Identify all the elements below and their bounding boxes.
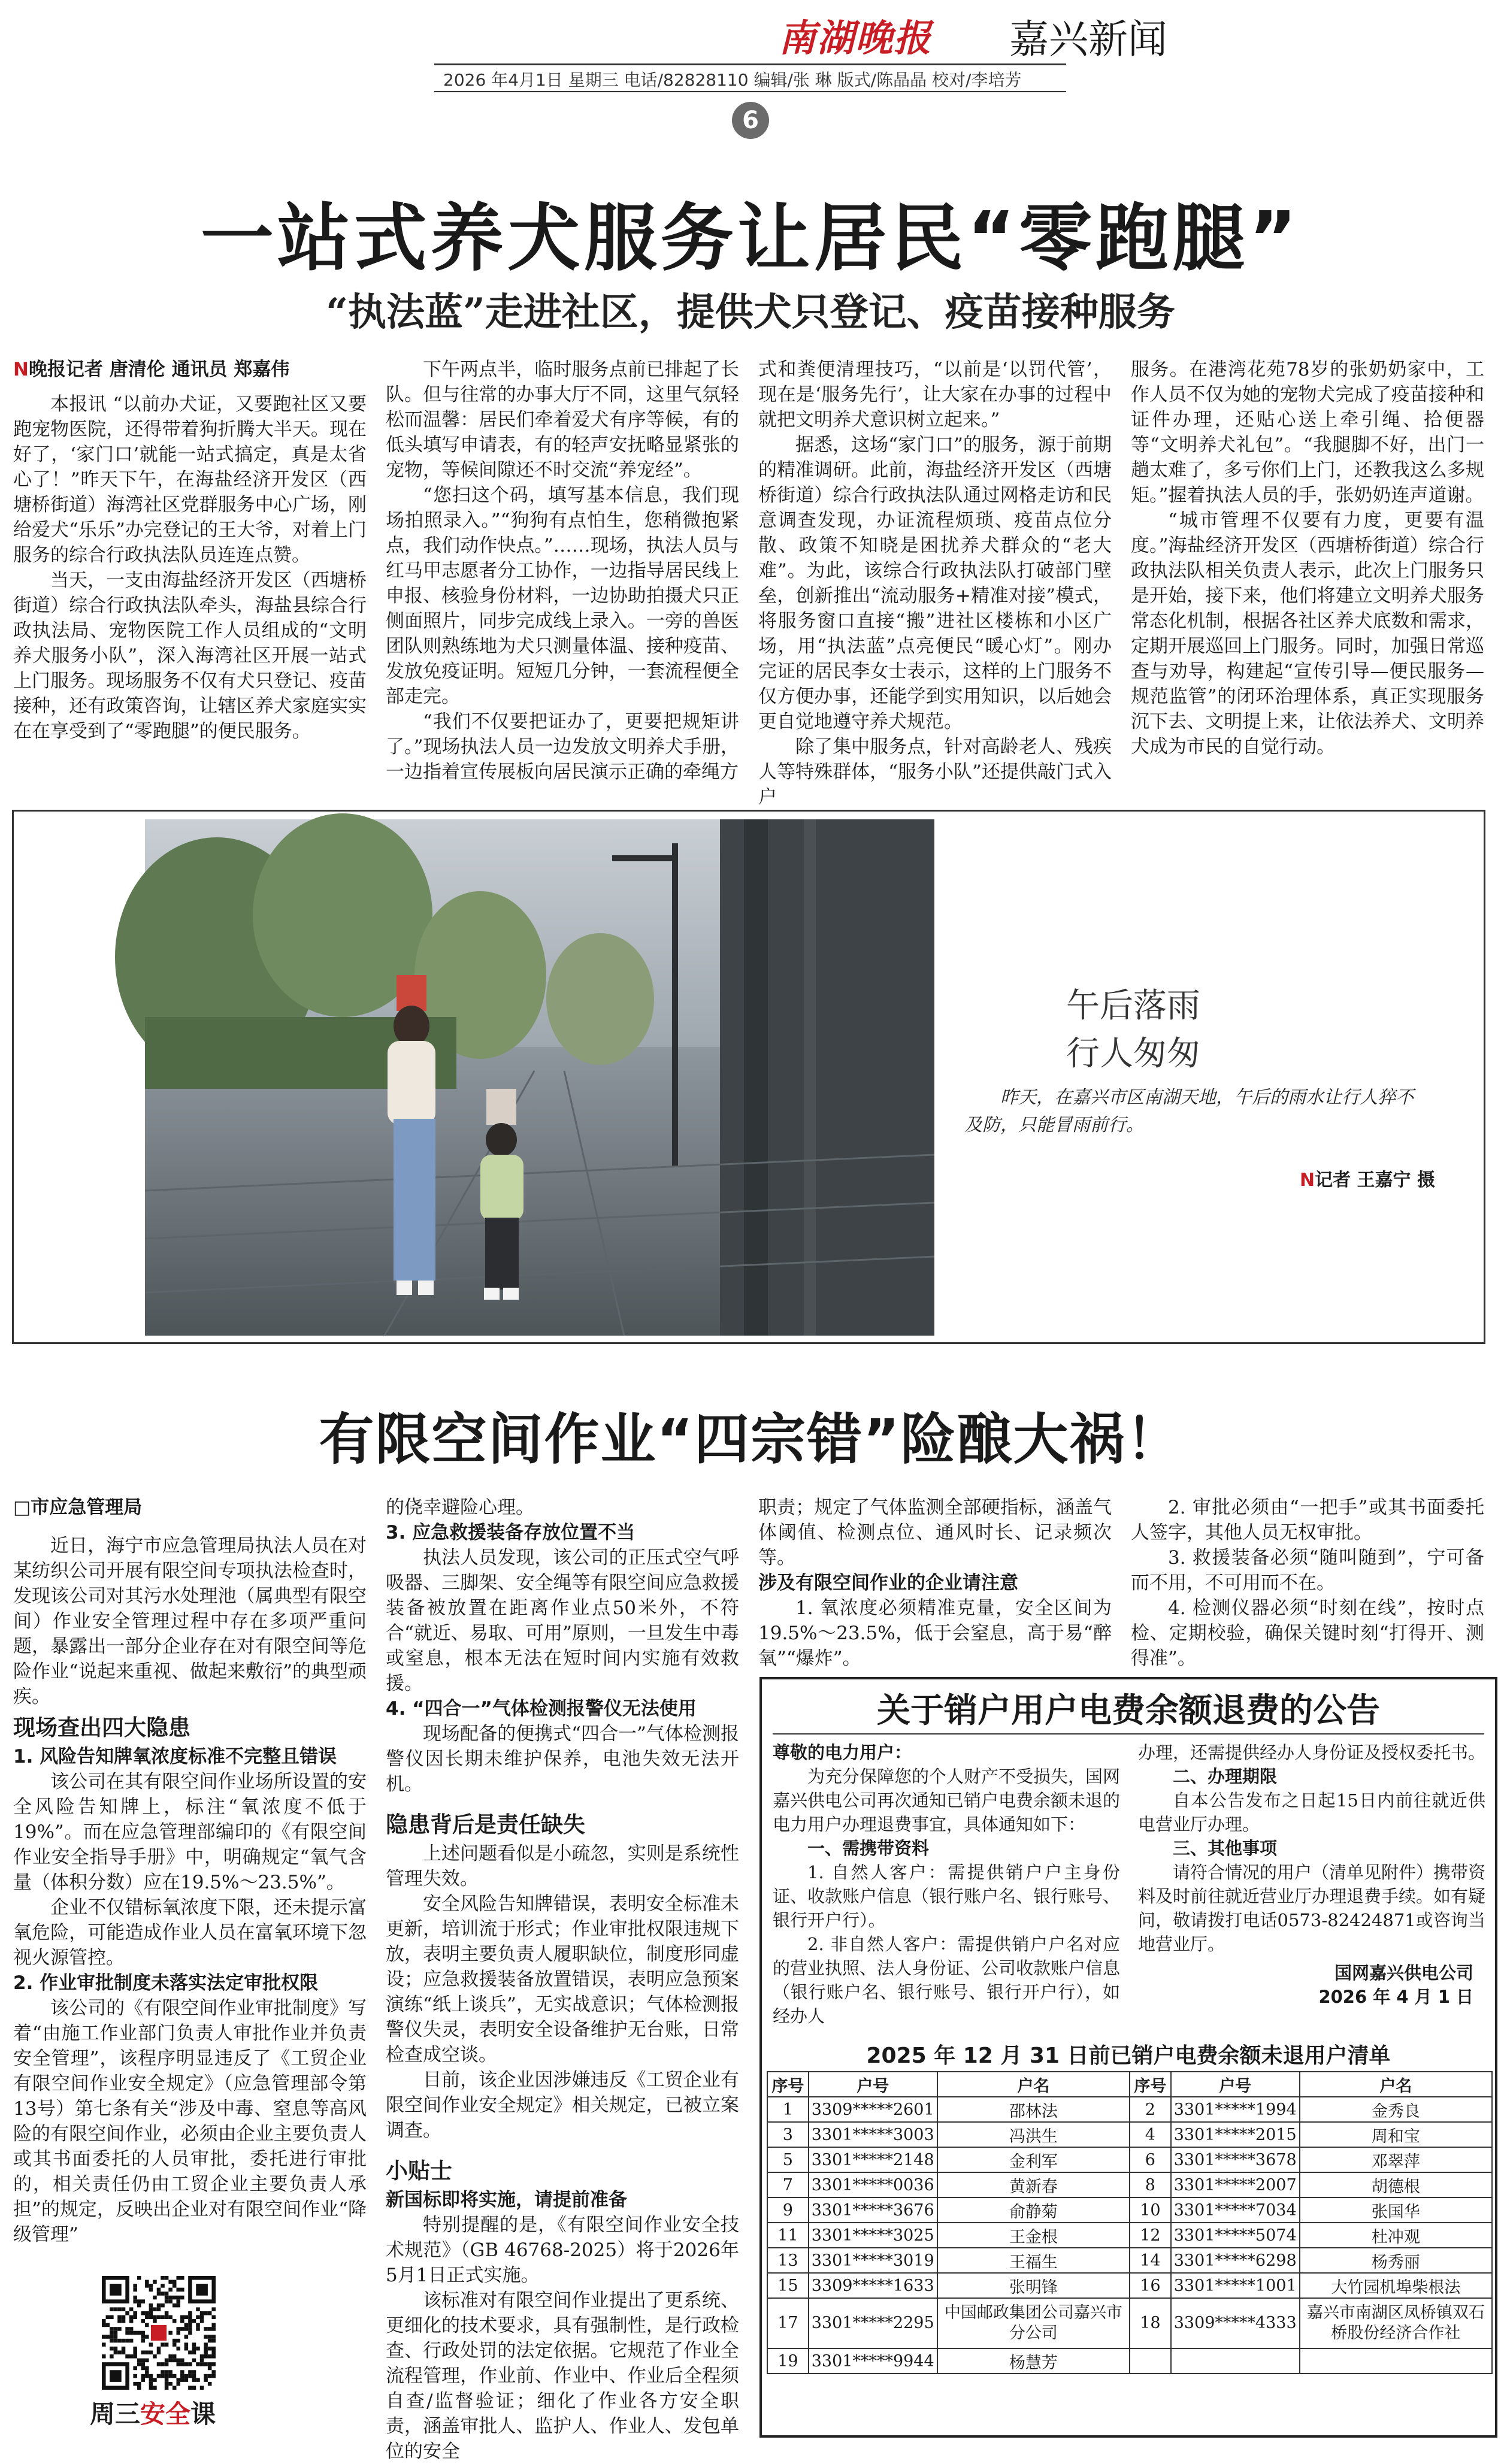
refund-table-title: 2025 年 12 月 31 日前已销户电费余额未退用户清单 [866,2044,1391,2068]
table-cell: 杜冲观 [1300,2223,1492,2248]
table-cell: 中国邮政集团公司嘉兴市分公司 [937,2298,1130,2348]
n-logo-icon: N [13,359,29,380]
table-cell: 3301*****2148 [809,2147,937,2172]
table-row [767,2273,1492,2298]
notice-paragraph: 1. 自然人客户：需提供销户户主身份证、收款账户信息（银行账户名、银行账号、银行开户行）。 [773,1862,1121,1930]
table-header-cell: 序号 [1130,2072,1171,2097]
table-cell: 3301*****6298 [1171,2248,1300,2273]
table-cell: 3301*****7034 [1171,2197,1300,2223]
notice-title: 关于销户用户电费余额退费的公告 [877,1691,1380,1730]
table-cell: 15 [767,2273,809,2298]
table-header-cell: 户名 [1300,2072,1492,2097]
notice-heading: 二、办理期限 [1173,1766,1278,1787]
article-subheadline: “执法蓝”走进社区，提供犬只登记、疫苗接种服务 [326,290,1175,335]
article2-subhead: 隐患背后是责任缺失 [386,1812,585,1838]
table-cell: 4 [1130,2122,1171,2147]
article2-paragraph: 安全风险告知牌错误，表明安全标准未更新，培训流于形式；作业审批权限违规下放，表明主要负责人履职缺位，制度形同虚设；应急救援装备放置错误，表明应急预案演练“纸上谈兵”，无实战意识；气体检测报警仪失灵，表明安全设备维护无台账，日常检查成空谈。 [386,1893,739,2066]
table-cell: 1 [767,2097,809,2122]
table-cell: 3 [767,2122,809,2147]
table-cell: 14 [1130,2248,1171,2273]
table-row [767,2248,1492,2273]
qr-label-part: 安全 [140,2399,191,2429]
table-cell: 杨慧芳 [937,2348,1130,2374]
photo-title-line-1: 午后落雨 [1066,986,1200,1025]
table-cell: 3301*****3019 [809,2248,937,2273]
notice-paragraph: 请符合情况的用户（清单见附件）携带资料及时前往就近营业厅办理退费手续。如有疑问，敬请拨打电话0573-82424871或咨询当地营业厅。 [1138,1862,1486,1954]
table-body [767,2097,1492,2374]
article2-paragraph: 特别提醒的是，《有限空间作业安全技术规范》（GB 46768-2025）将于2026年5月1日正式实施。 [386,2214,739,2286]
table-cell: 嘉兴市南湖区凤桥镇双石桥股份经济合作社 [1300,2298,1492,2348]
table-cell: 3309*****2601 [809,2097,937,2122]
article1-byline [13,357,367,382]
table-cell: 18 [1130,2298,1171,2348]
article2-byline: □市应急管理局 [13,1497,143,1518]
article2-paragraph: 该公司的《有限空间作业审批制度》写着“由施工作业部门负责人审批作业并负责安全管理”，该程序明显违反了《工贸企业有限空间作业安全规定》（应急管理部令第13号）第七条有关“涉及中毒、窒息等高风险的有限空间作业，必须由企业主要负责人或其书面委托的人员审批，委托进行审批的，相关责任仍由工贸企业主要负责人承担”的规定，反映出企业对有限空间作业“降级管理” [13,1997,367,2245]
qr-label-part: 课 [190,2399,216,2429]
table-cell: 3309*****1633 [809,2273,937,2298]
table-row [767,2298,1492,2348]
photo-credit [1300,1165,1435,1191]
table-cell: 张明锋 [937,2273,1130,2298]
table-cell: 王福生 [937,2248,1130,2273]
table-cell: 张国华 [1300,2197,1492,2223]
table-header-cell: 户名 [937,2072,1130,2097]
photo-caption: 昨天，在嘉兴市区南湖天地，午后的雨水让行人猝不及防，只能冒雨前行。 [964,1087,1414,1136]
photo-title-line-2: 行人匆匆 [1066,1034,1200,1073]
article2-item-heading: 2. 作业审批制度未落实法定审批权限 [13,1972,319,1994]
table-cell: 3301*****9944 [809,2348,937,2374]
article1-column-3 [758,357,1112,808]
article-headline: 一站式养犬服务让居民“零跑腿” [200,196,1301,281]
table-cell: 3301*****5074 [1171,2223,1300,2248]
table-cell: 2 [1130,2097,1171,2122]
article1-paragraph: “您扫这个码，填写基本信息，我们现场拍照录入。”“狗狗有点怕生，您稍微抱紧点，我们动作快点。”……现场，执法人员与红马甲志愿者分工协作，一边指导居民线上申报、核验身份材料，一边协助拍摄犬只正侧面照片，同步完成线上录入。一旁的兽医团队则熟练地为犬只测量体温、接种疫苗、发放免疫证明。短短几分钟，一套流程便全部走完。 [386,485,739,707]
table-row [767,2122,1492,2147]
article1-column-1 [13,357,367,788]
qr-code[interactable] [102,2276,216,2390]
article2-paragraph: 企业不仅错标氧浓度下限，还未提示富氧危险，可能造成作业人员在富氧环境下忽视火源管控。 [13,1897,367,1969]
table-cell: 王金根 [937,2223,1130,2248]
table-row [767,2197,1492,2223]
n-logo-icon: N [1300,1170,1315,1191]
table-cell: 3301*****3025 [809,2223,937,2248]
article2-paragraph: 执法人员发现，该公司的正压式空气呼吸器、三脚架、安全绳等有限空间应急救援装备被放置在距离作业点50米外，不符合“就近、易取、可用”原则，一旦发生中毒或窒息，根本无法在短时间内实施有效救援。 [386,1547,739,1694]
header-rule [434,63,1066,65]
notice-paragraph: 为充分保障您的个人财产不受损失，国网嘉兴供电公司再次通知已销户电费余额未退的电力用户办理退费事宜，具体通知如下： [773,1766,1121,1835]
article2-column-3 [758,1495,1112,1669]
byline-text: 晚报记者 唐清伦 通讯员 郑嘉伟 [28,359,290,380]
article1-paragraph: 服务。在港湾花苑78岁的张奶奶家中，工作人员不仅为她的宠物犬完成了疫苗接种和证件办理，还贴心送上牵引绳、拾便器等“文明养犬礼包”。“我腿脚不好，出门一趟太难了，多亏你们上门，还教我这么多规矩。”握着执法人员的手，张奶奶连声道谢。 [1131,359,1484,506]
article1-paragraph: 当天，一支由海盐经济开发区（西塘桥街道）综合行政执法队牵头，海盐县综合行政执法局、宠物医院工作人员组成的“文明养犬服务小队”，深入海湾社区开展一站式上门服务。现场服务不仅有犬只登记、疫苗接种，还有政策咨询，让辖区养犬家庭实实在在享受到了“零跑腿”的便民服务。 [13,570,367,742]
newspaper-name: 南湖晚报 [779,16,933,60]
table-cell: 俞静菊 [937,2197,1130,2223]
qr-code-icon [102,2276,216,2390]
table-row [767,2097,1492,2122]
table-cell: 3301*****3676 [809,2197,937,2223]
table-cell: 邵林法 [937,2097,1130,2122]
photo-credit-text: 记者 王嘉宁 摄 [1315,1170,1435,1191]
table-header-row [767,2072,1492,2097]
header-info: 2026 年4月1日 星期三 电话/82828110 编辑/张 琳 版式/陈晶晶 校对/李培芳 [443,70,1022,90]
table-cell: 3301*****2015 [1171,2122,1300,2147]
table-header-cell: 户号 [809,2072,937,2097]
table-cell: 17 [767,2298,809,2348]
article1-column-4 [1131,357,1484,788]
article2-column-2 [386,1495,739,2462]
article2-item-heading: 新国标即将实施，请提前准备 [386,2189,627,2211]
article2-paragraph: 的侥幸避险心理。 [386,1497,534,1518]
article1-paragraph: 据悉，这场“家门口”的服务，源于前期的精准调研。此前，海盐经济开发区（西塘桥街道）综合行政执法队通过网格走访和民意调查发现，办证流程烦琐、疫苗点位分散、政策不知晓是困扰养犬群众的“老大难”。为此，该综合行政执法队打破部门壁垒，创新推出“流动服务+精准对接”模式，将服务窗口直接“搬”进社区楼栋和小区广场，用“执法蓝”点亮便民“暖心灯”。刚办完证的居民李女士表示，这样的上门服务不仅方便办事，还能学到实用知识，以后她会更自觉地遵守养犬规范。 [758,434,1112,732]
article2-item-heading: 涉及有限空间作业的企业请注意 [758,1572,1018,1594]
article2-item-heading: 4. “四合一”气体检测报警仪无法使用 [386,1698,697,1720]
table-cell: 13 [767,2248,809,2273]
article1-paragraph: 本报讯 “以前办犬证，又要跑社区又要跑宠物医院，还得带着狗折腾大半天。现在好了，‘家门口’就能一站式搞定，真是太省心了！”昨天下午，在海盐经济开发区（西塘桥街道）海湾社区党群服务中心广场，刚给爱犬“乐乐”办完登记的王大爷，对着上门服务的综合行政执法队员连连点赞。 [13,393,367,566]
article2-column-1 [13,1495,367,2274]
article2-paragraph: 上述问题看似是小疏忽，实则是系统性管理失效。 [386,1843,739,1890]
page-number-badge: 6 [732,102,769,139]
article2-paragraph: 1. 氧浓度必须精准克量，安全区间为19.5%～23.5%，低于会窒息，高于易“醉氧”“爆炸”。 [758,1597,1112,1669]
table-cell: 9 [767,2197,809,2223]
table-cell [1171,2348,1300,2374]
table-cell: 3301*****3003 [809,2122,937,2147]
table-cell: 邓翠萍 [1300,2147,1492,2172]
table-cell: 冯洪生 [937,2122,1130,2147]
table-cell: 金利军 [937,2147,1130,2172]
notice-column-1 [773,1740,1120,2034]
article2-paragraph: 该公司在其有限空间作业场所设置的安全风险告知牌上，标注“氧浓度不低于19%”。而在应急管理部编印的《有限空间作业安全指导手册》中，明确规定“氧气含量（体积分数）应在19.5%～23.5%”。 [13,1771,367,1893]
table-cell: 11 [767,2223,809,2248]
article2-paragraph: 现场配备的便携式“四合一”气体检测报警仪因长期未维护保养，电池失效无法开机。 [386,1723,739,1795]
qr-label [90,2395,216,2430]
article2-subhead: 现场查出四大隐患 [13,1715,190,1740]
notice-paragraph: 自本公告发布之日起15日内前往就近供电营业厅办理。 [1138,1790,1485,1835]
article2-item-heading: 1. 风险告知牌氧浓度标准不完整且错误 [13,1746,337,1767]
rainy-street-photo-illustration [145,819,934,1336]
article1-paragraph: 式和粪便清理技巧，“以前是‘以罚代管’，现在是‘服务先行’，让大家在办事的过程中就把文明养犬意识树立起来。” [758,359,1112,431]
table-cell: 5 [767,2147,809,2172]
notice-column-2 [1138,1740,1485,2034]
table-cell: 19 [767,2348,809,2374]
table-cell: 10 [1130,2197,1171,2223]
table-cell: 3301*****2007 [1171,2172,1300,2197]
header-rule-bottom [434,91,1066,92]
article2-paragraph: 近日，海宁市应急管理局执法人员在对某纺织公司开展有限空间专项执法检查时，发现该公司对其污水处理池（属典型有限空间）作业安全管理过程中存在多项严重问题，暴露出一部分企业存在对有限空间等危险作业“说起来重视、做起来敷衍”的典型顽疾。 [13,1535,367,1708]
news-photo [145,819,934,1336]
table-row [767,2147,1492,2172]
notice-paragraph: 办理，还需提供经办人身份证及授权委托书。 [1138,1742,1486,1763]
article2-paragraph: 2. 审批必须由“一把手”或其书面委托人签字，其他人员无权审批。 [1131,1497,1484,1543]
article2-paragraph: 4. 检测仪器必须“时刻在线”，按时点检、定期校验，确保关键时刻“打得开、测得准”。 [1131,1597,1484,1669]
table-cell: 3301*****3678 [1171,2147,1300,2172]
refund-user-table [767,2071,1493,2374]
table-row [767,2348,1492,2374]
notice-greeting: 尊敬的电力用户： [773,1742,912,1763]
photo-caption-title [1066,982,1200,1078]
table-cell: 3301*****0036 [809,2172,937,2197]
article2-column-4 [1131,1495,1484,1669]
article1-paragraph: “城市管理不仅要有力度，更要有温度。”海盐经济开发区（西塘桥街道）综合行政执法队相关负责人表示，此次上门服务只是开始，接下来，他们将建立文明养犬服务常态化机制，根据各社区养犬底数和需求，定期开展巡回上门服务。同时，加强日常巡查与劝导，构建起“宣传引导—便民服务—规范监管”的闭环治理体系，真正实现服务沉下去、文明提上来，让依法养犬、文明养犬成为市民的自觉行动。 [1131,510,1484,758]
notice-heading: 一、需携带资料 [807,1838,930,1858]
notice-heading: 三、其他事项 [1173,1838,1278,1858]
article1-paragraph: “我们不仅要把证办了，更要把规矩讲了。”现场执法人员一边发放文明养犬手册，一边指着宣传展板向居民演示正确的牵绳方 [386,711,739,783]
article2-paragraph: 目前，该企业因涉嫌违反《工贸企业有限空间作业安全规定》相关规定，已被立案调查。 [386,2069,739,2141]
table-cell: 黄新春 [937,2172,1130,2197]
table-header-cell: 序号 [767,2072,809,2097]
table-cell: 胡德根 [1300,2172,1492,2197]
section-name: 嘉兴新闻 [1009,16,1167,62]
table-cell: 3309*****4333 [1171,2298,1300,2348]
article2-paragraph: 3. 救援装备必须“随叫随到”，宁可备而不用，不可用而不在。 [1131,1547,1484,1594]
table-cell: 3301*****1994 [1171,2097,1300,2122]
article2-headline: 有限空间作业“四宗错”险酿大祸！ [319,1407,1182,1472]
notice-date: 2026 年 4 月 1 日 [1318,1987,1473,2007]
table-cell: 3301*****1001 [1171,2273,1300,2298]
table-cell: 12 [1130,2223,1171,2248]
tips-heading: 小贴士 [386,2158,452,2184]
notice-title-rule [773,1733,1484,1735]
table-row [767,2172,1492,2197]
table-cell: 杨秀丽 [1300,2248,1492,2273]
notice-paragraph: 2. 非自然人客户：需提供销户户名对应的营业执照、法人身份证、公司收款账户信息（银行账户名、银行账号、银行开户行），如经办人 [773,1934,1121,2026]
qr-label-part: 周三 [90,2399,141,2429]
article1-paragraph: 除了集中服务点，针对高龄老人、残疾人等特殊群体，“服务小队”还提供敲门式入户 [758,736,1112,808]
table-cell [1300,2348,1492,2374]
article2-item-heading: 3. 应急救援装备存放位置不当 [386,1522,635,1543]
table-cell: 7 [767,2172,809,2197]
table-cell [1130,2348,1171,2374]
article2-paragraph: 该标准对有限空间作业提出了更系统、更细化的技术要求，具有强制性，是行政检查、行政处罚的法定依据。它规范了作业全流程管理，作业前、作业中、作业后全程须自查/监督验证；细化了作业各方安全职责，涵盖审批人、监护人、作业人、发包单位的安全 [386,2290,739,2462]
table-cell: 3301*****2295 [809,2298,937,2348]
table-cell: 大竹园机埠柴根法 [1300,2273,1492,2298]
table-cell: 周和宝 [1300,2122,1492,2147]
article2-paragraph: 职责；规定了气体监测全部硬指标，涵盖气体阈值、检测点位、通风时长、记录频次等。 [758,1497,1112,1569]
table-cell: 金秀良 [1300,2097,1492,2122]
notice-signature: 国网嘉兴供电公司 [1334,1963,1473,1983]
article1-column-2 [386,357,739,788]
table-cell: 8 [1130,2172,1171,2197]
table-cell: 6 [1130,2147,1171,2172]
table-header-cell: 户号 [1171,2072,1300,2097]
table-row [767,2223,1492,2248]
table-cell: 16 [1130,2273,1171,2298]
article1-paragraph: 下午两点半，临时服务点前已排起了长队。但与往常的办事大厅不同，这里气氛轻松而温馨：居民们牵着爱犬有序等候，有的低头填写申请表，有的轻声安抚略显紧张的宠物，等候间隙还不时交流“养宠经”。 [386,359,739,481]
